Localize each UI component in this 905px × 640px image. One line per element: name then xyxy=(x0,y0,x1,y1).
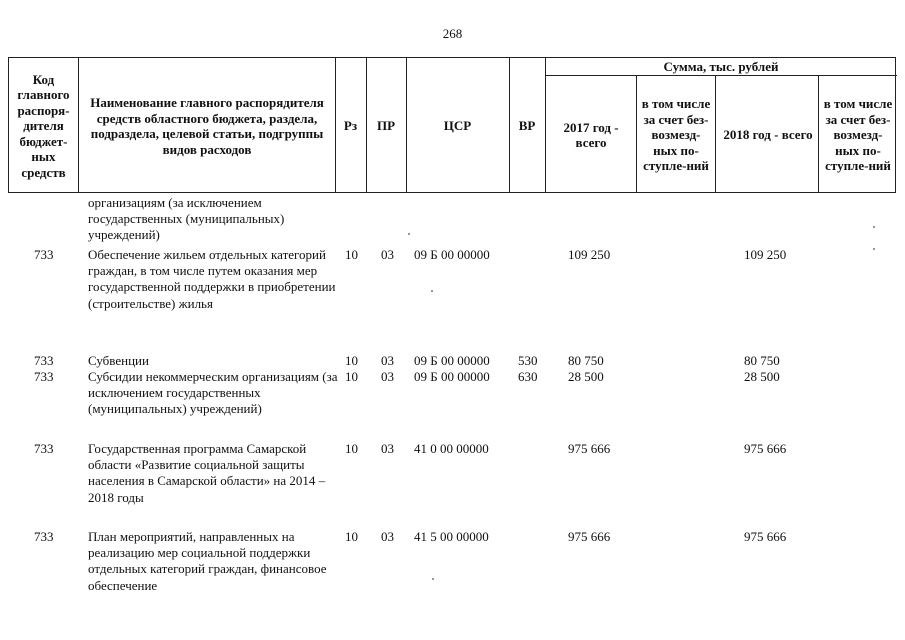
col-divider xyxy=(545,58,546,192)
row-sum-2017: 975 666 xyxy=(568,441,611,456)
row-code: 733 xyxy=(34,353,54,368)
table-row xyxy=(8,529,896,599)
row-pr: 03 xyxy=(381,441,394,456)
row-code: 733 xyxy=(34,529,54,544)
row-sum-2018: 80 750 xyxy=(744,353,780,368)
row-rz: 10 xyxy=(345,529,358,544)
table-row xyxy=(8,369,896,441)
row-sum-2017: 975 666 xyxy=(568,529,611,544)
header-pr: ПР xyxy=(376,118,396,134)
row-name: Государственная программа Самарской области «Развитие социальной защиты населения в Самарской области» на 2014 – 2018 годы xyxy=(88,441,326,505)
row-name: Обеспечение жильем отдельных категорий граждан, в том числе путем оказания мер государственной поддержки в приобретении (строительстве) жилья xyxy=(88,247,336,311)
header-vr: ВР xyxy=(518,118,536,134)
scan-speck xyxy=(431,290,433,292)
table-row xyxy=(8,195,896,247)
col-divider xyxy=(715,76,716,192)
header-2017-free: в том числе за счет без-возмезд-ных по-ступле-ний xyxy=(641,96,711,174)
table-row xyxy=(8,353,896,369)
header-sum: Сумма, тыс. рублей xyxy=(663,58,779,74)
row-csr: 09 Б 00 00000 xyxy=(414,369,490,384)
row-rz: 10 xyxy=(345,369,358,384)
row-rz: 10 xyxy=(345,353,358,368)
table-header xyxy=(8,57,896,193)
scan-speck xyxy=(408,233,410,235)
col-divider xyxy=(818,76,819,192)
row-csr: 09 Б 00 00000 xyxy=(414,247,490,262)
scan-speck xyxy=(873,226,875,228)
row-sum-2017: 80 750 xyxy=(568,353,604,368)
row-csr: 41 0 00 00000 xyxy=(414,441,489,456)
row-sum-2018: 28 500 xyxy=(744,369,780,384)
row-name: План мероприятий, направленных на реализацию мер социальной поддержки отдельных категорий граждан, финансовое обеспечение xyxy=(88,529,327,593)
scan-speck xyxy=(873,248,875,250)
table-row xyxy=(8,247,896,353)
row-code: 733 xyxy=(34,247,54,262)
header-rz: Рз xyxy=(343,118,358,134)
row-vr: 630 xyxy=(518,369,538,384)
col-divider xyxy=(78,58,79,192)
row-pr: 03 xyxy=(381,369,394,384)
header-csr: ЦСР xyxy=(443,118,472,134)
row-vr: 530 xyxy=(518,353,538,368)
row-code: 733 xyxy=(34,441,54,456)
page-number: 268 xyxy=(442,26,463,41)
row-name: Субвенции xyxy=(88,353,149,368)
row-sum-2018: 109 250 xyxy=(744,247,787,262)
row-code: 733 xyxy=(34,369,54,384)
header-name: Наименование главного распорядителя средств областного бюджета, раздела, подраздела, целевой статьи, подгруппы видов расходов xyxy=(90,95,324,157)
row-pr: 03 xyxy=(381,247,394,262)
row-name: Субсидии некоммерческим организациям (за исключением государственных (муниципальных) учреждений) xyxy=(88,369,338,417)
header-code: Код главного распоря-дителя бюджет-ных средств xyxy=(17,71,70,180)
row-csr: 09 Б 00 00000 xyxy=(414,353,490,368)
col-divider xyxy=(636,76,637,192)
row-sum-2018: 975 666 xyxy=(744,529,787,544)
row-sum-2018: 975 666 xyxy=(744,441,787,456)
row-rz: 10 xyxy=(345,247,358,262)
scan-speck xyxy=(432,578,434,580)
row-sum-2017: 28 500 xyxy=(568,369,604,384)
row-pr: 03 xyxy=(381,529,394,544)
table-body xyxy=(8,195,896,599)
table-row xyxy=(8,441,896,529)
header-2017-total: 2017 год - всего xyxy=(563,119,619,150)
header-2018-free: в том числе за счет без-возмезд-ных по-ступле-ний xyxy=(823,96,893,174)
row-rz: 10 xyxy=(345,441,358,456)
row-pr: 03 xyxy=(381,353,394,368)
row-sum-2017: 109 250 xyxy=(568,247,611,262)
row-name: организациям (за исключением государственных (муниципальных) учреждений) xyxy=(88,195,285,243)
header-2018-total: 2018 год - всего xyxy=(723,127,813,143)
row-csr: 41 5 00 00000 xyxy=(414,529,489,544)
